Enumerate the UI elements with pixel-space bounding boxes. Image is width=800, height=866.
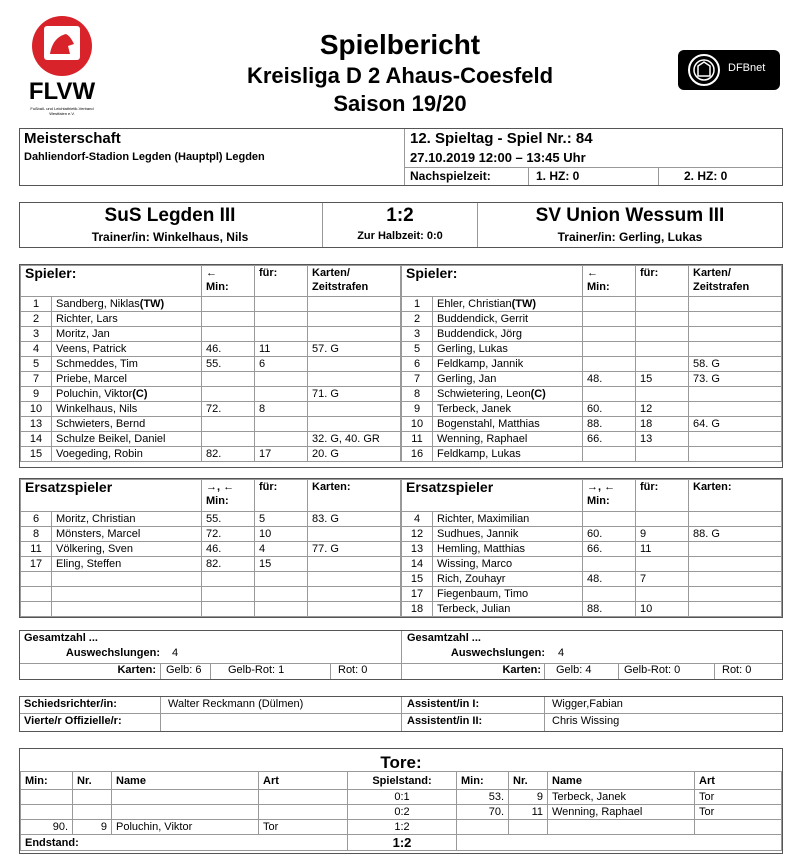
goals-home-name-header: Name: [116, 774, 146, 787]
player-min: 72.: [206, 403, 222, 415]
min-arrow: ←: [206, 267, 217, 279]
sub-row: [402, 587, 782, 602]
player-nr: 7: [32, 373, 40, 385]
goal-score: 0:1: [394, 791, 410, 803]
match-info-box: [19, 128, 783, 186]
player-fuer: 15: [640, 373, 653, 385]
player-nr: 4: [32, 343, 40, 355]
player-min: 48.: [587, 373, 603, 385]
player-name: Bogenstahl, Matthias: [437, 418, 540, 430]
goal-hmin: 90.: [52, 821, 68, 833]
player-nr: 2: [413, 313, 421, 325]
sub-row: [21, 557, 401, 572]
player-nr: 3: [413, 328, 421, 340]
venue: Dahliendorf-Stadion Legden (Hauptpl) Legden: [24, 151, 265, 163]
zeitstrafen-header: Zeitstrafen: [693, 281, 750, 293]
goals-away-art-header: Art: [699, 774, 715, 787]
away-auswechslungen: 4: [558, 647, 565, 659]
player-nr: 1: [32, 298, 40, 310]
player-min: 66.: [587, 543, 603, 555]
player-karten: 83. G: [312, 513, 339, 525]
player-nr: 8: [32, 528, 40, 540]
goals-away-min-header: Min:: [461, 774, 484, 787]
away-rot: Rot: 0: [722, 664, 752, 676]
player-min: 82.: [206, 448, 222, 460]
goals-section: [19, 748, 783, 854]
player-name: Poluchin, Viktor: [56, 388, 133, 400]
player-row: [402, 327, 782, 342]
away-team: SV Union Wessum III: [535, 205, 725, 226]
dfbnet-logo: [678, 50, 780, 90]
player-nr: 11: [30, 543, 42, 555]
player-name: Gerling, Lukas: [437, 343, 508, 355]
min-header: Min:: [206, 495, 229, 507]
player-name: Ehler, Christian: [437, 298, 512, 310]
player-row: [21, 342, 401, 357]
player-name: Winkelhaus, Nils: [56, 403, 138, 415]
matchday: 12. Spieltag - Spiel Nr.: 84: [410, 130, 593, 147]
goals-score-header: Spielstand:: [372, 774, 432, 787]
min-header: Min:: [587, 281, 610, 293]
goal-aname: Wenning, Raphael: [552, 806, 643, 818]
player-name: Priebe, Marcel: [56, 373, 127, 385]
player-min: 46.: [206, 343, 222, 355]
player-karten: 88. G: [693, 528, 720, 540]
player-min: 66.: [587, 433, 603, 445]
player-row: [402, 432, 782, 447]
karten-header: Karten/: [693, 267, 731, 279]
spieler-header: Spieler:: [406, 265, 458, 281]
player-nr: 12: [410, 528, 424, 540]
season-title: Saison 19/20: [333, 91, 467, 116]
player-fuer: 13: [640, 433, 653, 445]
player-row: [21, 447, 401, 462]
halftime1-extra: 1. HZ: 0: [536, 169, 580, 183]
away-lineup-table: [401, 265, 782, 462]
home-gesamtzahl: Gesamtzahl ...: [24, 632, 98, 644]
player-fuer: 18: [640, 418, 653, 430]
player-karten: 73. G: [693, 373, 720, 385]
player-tag: (TW): [511, 298, 537, 310]
min-header: Min:: [587, 495, 610, 507]
player-name: Richter, Lars: [56, 313, 118, 325]
player-name: Schulze Beikel, Daniel: [56, 433, 166, 445]
player-nr: 5: [413, 343, 421, 355]
player-name: Schmeddes, Tim: [56, 358, 138, 370]
player-name: Schwietering, Leon: [437, 388, 531, 400]
home-auswechslungen: 4: [172, 647, 179, 659]
player-row: [402, 297, 782, 312]
fuer-header: für:: [640, 267, 659, 279]
player-name: Richter, Maximilian: [437, 513, 530, 525]
zeitstrafen-header: Zeitstrafen: [312, 281, 369, 293]
player-nr: 7: [413, 373, 421, 385]
away-subs-table: [401, 479, 782, 617]
player-min: 55.: [206, 513, 222, 525]
player-min: 88.: [587, 418, 603, 430]
sub-row: [21, 512, 401, 527]
player-name: Voegeding, Robin: [56, 448, 143, 460]
player-name: Fiegenbaum, Timo: [437, 588, 529, 600]
sub-arrow: →, ←: [587, 481, 616, 493]
assistant2-label: Assistent/in II:: [407, 715, 483, 727]
player-nr: 15: [410, 573, 424, 585]
goal-anr: 9: [536, 791, 543, 803]
halftime-score: Zur Halbzeit: 0:0: [357, 230, 443, 242]
dfbnet-logo-text: DFBnet: [728, 62, 766, 74]
player-nr: 3: [32, 328, 40, 340]
player-row: [21, 432, 401, 447]
player-nr: 18: [410, 603, 424, 615]
datetime: 27.10.2019 12:00 – 13:45 Uhr: [410, 150, 586, 165]
home-team: SuS Legden III: [104, 205, 236, 226]
player-tag: (C): [530, 388, 546, 400]
player-row: [21, 417, 401, 432]
player-row: [402, 417, 782, 432]
player-name: Buddendick, Gerrit: [437, 313, 529, 325]
player-fuer: 17: [259, 448, 272, 460]
player-nr: 9: [413, 403, 421, 415]
subs-section: [19, 478, 783, 618]
ersatz-header: Ersatzspieler: [25, 479, 113, 495]
player-row: [402, 372, 782, 387]
player-fuer: 11: [259, 343, 271, 355]
sub-row: [402, 512, 782, 527]
player-name: Moritz, Christian: [56, 513, 136, 525]
player-name: Feldkamp, Jannik: [437, 358, 524, 370]
player-min: 88.: [587, 603, 603, 615]
player-fuer: 10: [640, 603, 653, 615]
home-coach: Trainer/in: Winkelhaus, Nils: [91, 230, 249, 244]
player-nr: 8: [413, 388, 421, 400]
goal-score: 0:2: [394, 806, 410, 818]
flvw-logo-subtext: Fußball- und Leichtathletik-Verband Westfalen e.V.: [30, 106, 94, 116]
player-row: [21, 327, 401, 342]
sub-row: [402, 572, 782, 587]
goals-home-nr-header: Nr.: [77, 774, 92, 787]
player-name: Terbeck, Julian: [437, 603, 511, 615]
spieler-header: Spieler:: [25, 265, 77, 281]
goal-aart: Tor: [699, 806, 715, 818]
player-tag: (C): [132, 388, 148, 400]
player-row: [21, 402, 401, 417]
player-nr: 6: [32, 513, 40, 525]
assistant1: Wigger,Fabian: [552, 698, 623, 710]
player-nr: 14: [410, 558, 424, 570]
player-fuer: 6: [259, 358, 266, 370]
player-row: [402, 387, 782, 402]
player-tag: (TW): [139, 298, 165, 310]
away-gesamtzahl: Gesamtzahl ...: [407, 632, 481, 644]
sub-row: [402, 557, 782, 572]
officials-section: [19, 696, 783, 732]
player-name: Schwieters, Bernd: [56, 418, 146, 430]
goals-away-nr-header: Nr.: [513, 774, 528, 787]
referee: Walter Reckmann (Dülmen): [168, 698, 304, 710]
player-name: Sudhues, Jannik: [437, 528, 519, 540]
player-karten: 57. G: [312, 343, 339, 355]
away-gelbrot: Gelb-Rot: 0: [624, 664, 681, 676]
player-row: [21, 372, 401, 387]
player-karten: 20. G: [312, 448, 339, 460]
player-name: Buddendick, Jörg: [437, 328, 522, 340]
home-subs-table: [20, 479, 401, 617]
page-title: Spielbericht: [319, 29, 481, 60]
min-arrow: ←: [587, 267, 598, 279]
sub-row: [21, 542, 401, 557]
goals-home-art-header: Art: [263, 774, 279, 787]
assistant2: Chris Wissing: [552, 715, 620, 727]
totals-section: [19, 630, 783, 680]
goal-score: 1:2: [394, 821, 410, 833]
home-auswechslungen-label: Auswechslungen:: [65, 647, 160, 659]
home-gelb: Gelb: 6: [166, 664, 202, 676]
player-nr: 6: [413, 358, 421, 370]
player-nr: 17: [410, 588, 424, 600]
away-auswechslungen-label: Auswechslungen:: [450, 647, 545, 659]
player-nr: 11: [411, 433, 423, 445]
goal-hart: Tor: [263, 821, 279, 833]
home-rot: Rot: 0: [338, 664, 368, 676]
referee-label: Schiedsrichter/in:: [24, 698, 117, 710]
ersatz-header: Ersatzspieler: [406, 479, 494, 495]
player-fuer: 5: [259, 513, 266, 525]
player-row: [21, 387, 401, 402]
player-min: 55.: [206, 358, 222, 370]
lineup-section: [19, 264, 783, 468]
goal-hname: Poluchin, Viktor: [116, 821, 193, 833]
player-nr: 13: [29, 418, 43, 430]
player-row: [402, 312, 782, 327]
player-nr: 4: [413, 513, 421, 525]
player-nr: 9: [32, 388, 40, 400]
sub-row: [21, 602, 401, 617]
player-nr: 16: [410, 448, 424, 460]
player-row: [21, 357, 401, 372]
nachspielzeit-label: Nachspielzeit:: [410, 169, 491, 183]
player-min: 48.: [587, 573, 603, 585]
goals-table: [20, 771, 782, 851]
player-name: Mönsters, Marcel: [56, 528, 141, 540]
goal-anr: 11: [531, 806, 543, 818]
player-nr: 10: [29, 403, 43, 415]
player-row: [402, 402, 782, 417]
endstand-label: Endstand:: [25, 836, 79, 849]
karten-header: Karten:: [312, 481, 351, 493]
fourth-official-label: Vierte/r Offizielle/r:: [24, 715, 122, 727]
away-coach: Trainer/in: Gerling, Lukas: [557, 230, 703, 244]
player-karten: 77. G: [312, 543, 339, 555]
min-header: Min:: [206, 281, 229, 293]
player-name: Veens, Patrick: [56, 343, 127, 355]
player-name: Gerling, Jan: [437, 373, 497, 385]
player-name: Moritz, Jan: [56, 328, 110, 340]
sub-row: [402, 527, 782, 542]
fuer-header: für:: [259, 267, 278, 279]
sub-row: [402, 602, 782, 617]
player-name: Völkering, Sven: [56, 543, 134, 555]
player-row: [402, 357, 782, 372]
sub-row: [21, 587, 401, 602]
player-nr: 1: [413, 298, 421, 310]
fuer-header: für:: [259, 481, 278, 493]
player-fuer: 8: [259, 403, 266, 415]
flvw-logo-text: FLVW: [28, 78, 96, 105]
competition: Meisterschaft: [24, 130, 121, 147]
player-fuer: 15: [259, 558, 272, 570]
player-name: Sandberg, Niklas: [56, 298, 140, 310]
player-row: [21, 312, 401, 327]
player-name: Eling, Steffen: [56, 558, 122, 570]
player-karten: 58. G: [693, 358, 720, 370]
player-nr: 17: [29, 558, 43, 570]
teams-box: [19, 202, 783, 248]
player-row: [402, 447, 782, 462]
goals-title: Tore:: [380, 753, 422, 772]
player-nr: 5: [32, 358, 40, 370]
flvw-logo: [22, 14, 102, 118]
player-min: 82.: [206, 558, 222, 570]
endstand: 1:2: [392, 834, 412, 850]
player-name: Hemling, Matthias: [437, 543, 526, 555]
player-fuer: 10: [259, 528, 272, 540]
player-nr: 15: [29, 448, 43, 460]
player-nr: 13: [410, 543, 424, 555]
player-name: Feldkamp, Lukas: [437, 448, 521, 460]
sub-row: [402, 542, 782, 557]
home-lineup-table: [20, 265, 401, 462]
sub-arrow: →, ←: [206, 481, 235, 493]
goals-home-min-header: Min:: [25, 774, 48, 787]
player-nr: 2: [32, 313, 40, 325]
home-gelbrot: Gelb-Rot: 1: [228, 664, 285, 676]
sub-row: [21, 572, 401, 587]
final-score: 1:2: [386, 205, 414, 226]
player-nr: 10: [410, 418, 424, 430]
player-karten: 32. G, 40. GR: [312, 433, 380, 445]
player-fuer: 7: [640, 573, 647, 585]
player-row: [21, 297, 401, 312]
goals-away-name-header: Name: [552, 774, 582, 787]
goal-aname: Terbeck, Janek: [552, 791, 626, 803]
player-name: Wissing, Marco: [437, 558, 513, 570]
player-min: 46.: [206, 543, 222, 555]
goal-amin: 53.: [488, 791, 504, 803]
player-row: [402, 342, 782, 357]
player-nr: 14: [29, 433, 43, 445]
halftime2-extra: 2. HZ: 0: [684, 169, 728, 183]
player-name: Terbeck, Janek: [437, 403, 511, 415]
player-fuer: 12: [640, 403, 653, 415]
player-fuer: 9: [640, 528, 647, 540]
assistant1-label: Assistent/in I:: [407, 698, 480, 710]
player-name: Rich, Zouhayr: [437, 573, 506, 585]
goal-row: [21, 805, 782, 820]
karten-header: Karten/: [312, 267, 350, 279]
away-gelb: Gelb: 4: [556, 664, 592, 676]
fuer-header: für:: [640, 481, 659, 493]
player-fuer: 4: [259, 543, 266, 555]
karten-header: Karten:: [693, 481, 732, 493]
player-name: Wenning, Raphael: [437, 433, 528, 445]
player-fuer: 11: [640, 543, 652, 555]
player-min: 60.: [587, 403, 603, 415]
league-title: Kreisliga D 2 Ahaus-Coesfeld: [246, 63, 554, 88]
player-karten: 64. G: [693, 418, 720, 430]
goal-amin: 70.: [488, 806, 504, 818]
goal-aart: Tor: [699, 791, 715, 803]
player-min: 60.: [587, 528, 603, 540]
goal-hnr: 9: [100, 821, 107, 833]
sub-row: [21, 527, 401, 542]
goal-row: [21, 820, 782, 835]
player-min: 72.: [206, 528, 222, 540]
goal-row: [21, 790, 782, 805]
away-karten-label: Karten:: [502, 664, 541, 676]
player-karten: 71. G: [312, 388, 339, 400]
home-karten-label: Karten:: [117, 664, 156, 676]
